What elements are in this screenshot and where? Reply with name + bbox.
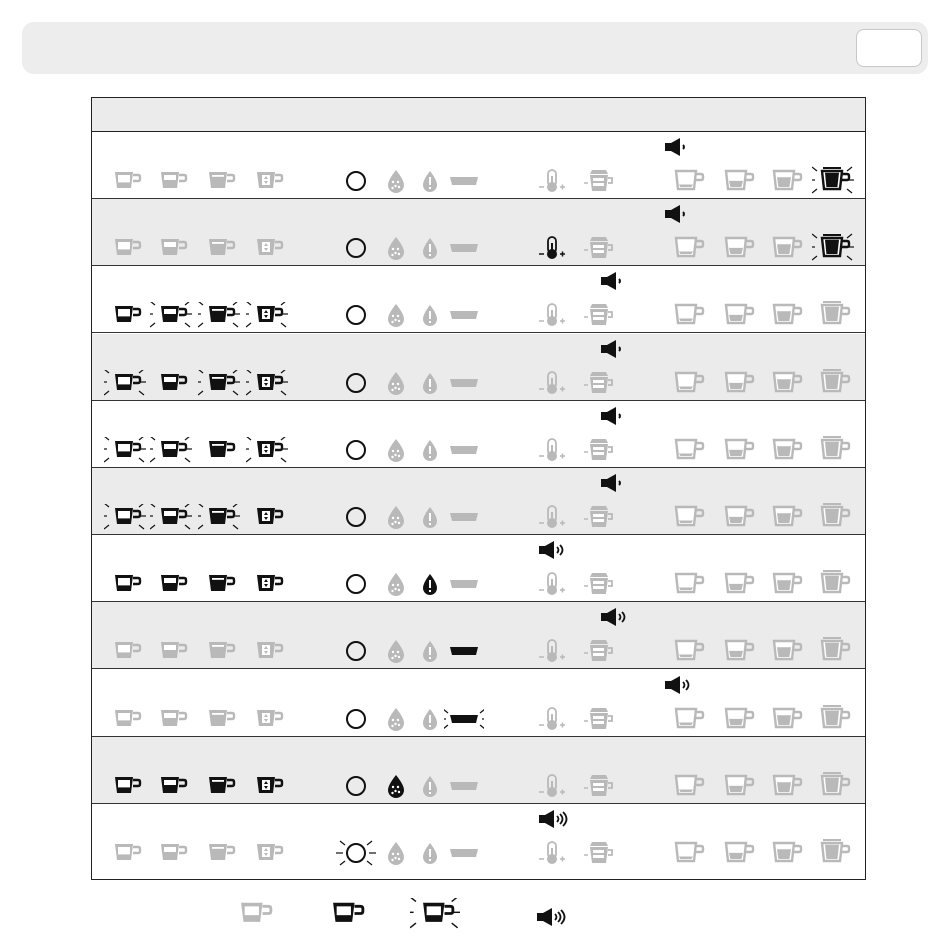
medium-cup-icon: [150, 504, 192, 535]
volume-cups-icon: [580, 638, 616, 669]
temperature-icon: [534, 168, 570, 199]
temperature-icon: [534, 706, 570, 737]
on-off-icon: [336, 638, 376, 669]
drip-tray-icon: [444, 706, 484, 737]
level-1-icon: [666, 368, 708, 401]
hot-water-cup-icon: [246, 302, 288, 333]
level-1-icon: [666, 166, 708, 199]
level-2-icon: [716, 233, 758, 266]
speaker-icon: [598, 472, 632, 499]
volume-cups-icon: [580, 840, 616, 871]
speaker-icon: [662, 136, 696, 163]
level-3-icon: [764, 300, 806, 333]
level-2-icon: [716, 300, 758, 333]
speaker-icon: [536, 539, 570, 566]
indicator-table: [91, 97, 866, 880]
on-off-icon: [336, 706, 376, 737]
medium-cup-icon: [150, 840, 192, 871]
medium-cup-icon: [150, 773, 192, 804]
hot-water-cup-icon: [246, 437, 288, 468]
on-off-icon: [336, 437, 376, 468]
on-off-icon: [336, 168, 376, 199]
temperature-icon: [534, 638, 570, 669]
level-1-icon: [666, 771, 708, 804]
hot-water-cup-icon: [246, 706, 288, 737]
table-row: [92, 737, 865, 804]
medium-cup-icon: [150, 370, 192, 401]
toolbar-button[interactable]: [856, 29, 922, 67]
small-cup-icon: [104, 504, 146, 535]
drip-tray-icon: [444, 840, 484, 871]
hot-water-cup-icon: [246, 773, 288, 804]
sound-signal-icon: [534, 906, 568, 933]
level-1-icon: [666, 233, 708, 266]
temperature-icon: [534, 840, 570, 871]
toolbar: [22, 22, 928, 74]
volume-cups-icon: [580, 168, 616, 199]
temperature-icon: [534, 571, 570, 602]
table-row: [92, 132, 865, 199]
large-cup-icon: [198, 504, 240, 535]
level-4-icon: [812, 771, 854, 804]
speaker-icon: [662, 203, 696, 230]
large-cup-icon: [198, 571, 240, 602]
volume-cups-icon: [580, 302, 616, 333]
level-3-icon: [764, 368, 806, 401]
large-cup-icon: [198, 840, 240, 871]
on-off-icon: [336, 235, 376, 266]
temperature-icon: [534, 370, 570, 401]
small-cup-icon: [104, 168, 146, 199]
level-3-icon: [764, 166, 806, 199]
table-row: [92, 535, 865, 602]
level-4-icon: [812, 233, 854, 266]
level-3-icon: [764, 569, 806, 602]
level-2-icon: [716, 771, 758, 804]
temperature-icon: [534, 235, 570, 266]
level-4-icon: [812, 166, 854, 199]
small-cup-icon: [104, 773, 146, 804]
drip-tray-icon: [444, 370, 484, 401]
speaker-icon: [598, 606, 632, 633]
level-2-icon: [716, 704, 758, 737]
hot-water-cup-icon: [246, 235, 288, 266]
large-cup-icon: [198, 706, 240, 737]
medium-cup-icon: [150, 638, 192, 669]
drip-tray-icon: [444, 773, 484, 804]
small-cup-icon: [104, 840, 146, 871]
large-cup-icon: [198, 302, 240, 333]
table-header: [92, 98, 865, 132]
small-cup-icon: [104, 370, 146, 401]
level-1-icon: [666, 838, 708, 871]
volume-cups-icon: [580, 504, 616, 535]
level-4-icon: [812, 704, 854, 737]
on-off-icon: [336, 571, 376, 602]
hot-water-cup-icon: [246, 638, 288, 669]
level-2-icon: [716, 636, 758, 669]
speaker-icon: [598, 405, 632, 432]
level-4-icon: [812, 569, 854, 602]
level-2-icon: [716, 368, 758, 401]
small-cup-icon: [104, 437, 146, 468]
large-cup-icon: [198, 168, 240, 199]
speaker-icon: [662, 674, 696, 701]
volume-cups-icon: [580, 370, 616, 401]
large-cup-icon: [198, 638, 240, 669]
table-row: [92, 266, 865, 333]
table-row: [92, 199, 865, 266]
level-3-icon: [764, 838, 806, 871]
on-off-icon: [336, 370, 376, 401]
medium-cup-icon: [150, 437, 192, 468]
on-off-icon: [336, 840, 376, 871]
level-4-icon: [812, 368, 854, 401]
small-cup-icon: [104, 706, 146, 737]
medium-cup-icon: [150, 302, 192, 333]
level-4-icon: [812, 838, 854, 871]
small-cup-icon: [104, 302, 146, 333]
drip-tray-icon: [444, 638, 484, 669]
drip-tray-icon: [444, 235, 484, 266]
on-off-icon: [336, 504, 376, 535]
cup-off-icon: [228, 898, 278, 934]
level-3-icon: [764, 704, 806, 737]
level-3-icon: [764, 233, 806, 266]
table-row: [92, 804, 865, 871]
hot-water-cup-icon: [246, 571, 288, 602]
drip-tray-icon: [444, 437, 484, 468]
table-row: [92, 670, 865, 737]
small-cup-icon: [104, 235, 146, 266]
cup-blinking-icon: [410, 898, 460, 934]
level-2-icon: [716, 502, 758, 535]
level-1-icon: [666, 636, 708, 669]
cup-on-icon: [320, 898, 370, 934]
level-1-icon: [666, 502, 708, 535]
volume-cups-icon: [580, 773, 616, 804]
small-cup-icon: [104, 571, 146, 602]
level-2-icon: [716, 435, 758, 468]
level-1-icon: [666, 300, 708, 333]
large-cup-icon: [198, 235, 240, 266]
large-cup-icon: [198, 437, 240, 468]
speaker-icon: [598, 338, 632, 365]
volume-cups-icon: [580, 437, 616, 468]
volume-cups-icon: [580, 571, 616, 602]
table-row: [92, 334, 865, 401]
medium-cup-icon: [150, 168, 192, 199]
hot-water-cup-icon: [246, 370, 288, 401]
legend: [0, 880, 950, 950]
speaker-icon: [598, 270, 632, 297]
level-4-icon: [812, 435, 854, 468]
level-1-icon: [666, 435, 708, 468]
medium-cup-icon: [150, 706, 192, 737]
level-3-icon: [764, 771, 806, 804]
hot-water-cup-icon: [246, 840, 288, 871]
volume-cups-icon: [580, 706, 616, 737]
table-row: [92, 401, 865, 468]
level-2-icon: [716, 838, 758, 871]
medium-cup-icon: [150, 571, 192, 602]
level-3-icon: [764, 636, 806, 669]
temperature-icon: [534, 504, 570, 535]
drip-tray-icon: [444, 571, 484, 602]
speaker-icon: [536, 808, 570, 835]
level-3-icon: [764, 435, 806, 468]
on-off-icon: [336, 773, 376, 804]
level-2-icon: [716, 569, 758, 602]
large-cup-icon: [198, 773, 240, 804]
level-4-icon: [812, 300, 854, 333]
level-4-icon: [812, 636, 854, 669]
level-1-icon: [666, 704, 708, 737]
drip-tray-icon: [444, 302, 484, 333]
hot-water-cup-icon: [246, 504, 288, 535]
level-4-icon: [812, 502, 854, 535]
hot-water-cup-icon: [246, 168, 288, 199]
small-cup-icon: [104, 638, 146, 669]
drip-tray-icon: [444, 504, 484, 535]
drip-tray-icon: [444, 168, 484, 199]
level-1-icon: [666, 569, 708, 602]
temperature-icon: [534, 773, 570, 804]
table-row: [92, 468, 865, 535]
level-3-icon: [764, 502, 806, 535]
medium-cup-icon: [150, 235, 192, 266]
temperature-icon: [534, 302, 570, 333]
volume-cups-icon: [580, 235, 616, 266]
level-2-icon: [716, 166, 758, 199]
on-off-icon: [336, 302, 376, 333]
temperature-icon: [534, 437, 570, 468]
large-cup-icon: [198, 370, 240, 401]
table-row: [92, 602, 865, 669]
